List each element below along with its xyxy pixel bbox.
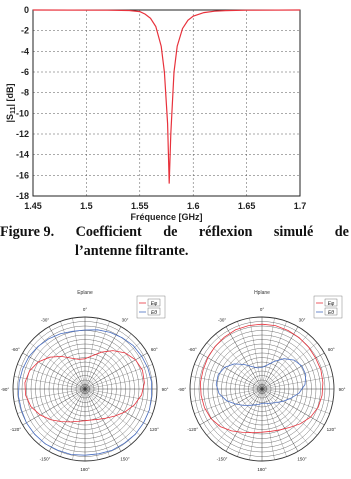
polar-angle-label: 60°	[327, 347, 335, 352]
caption-word: Coefficient	[75, 224, 142, 240]
polar-spoke	[194, 364, 262, 389]
polar-spoke	[262, 343, 317, 389]
polar-angle-label: 0°	[259, 307, 265, 312]
polar-spoke	[237, 389, 262, 457]
caption-word: simulé	[273, 224, 314, 240]
y-tick-label: 0	[23, 5, 29, 15]
caption-word: réflexion	[198, 224, 253, 240]
y-tick-label: -14	[15, 149, 29, 160]
polar-legend-label: Eθ	[150, 310, 158, 316]
x-tick-label: 1.7	[293, 201, 307, 211]
caption-line-1	[0, 223, 351, 242]
y-tick-label: -6	[20, 67, 29, 77]
polar-series-curve	[200, 324, 323, 433]
polar-spoke	[60, 389, 85, 457]
y-tick-label: -16	[15, 170, 29, 181]
polar-spoke	[262, 364, 330, 389]
x-tick-label: 1.6	[186, 201, 200, 211]
polar-spoke	[17, 389, 85, 414]
x-axis-label: Fréquence [GHz]	[130, 212, 203, 222]
polar-title: Eplane	[77, 290, 93, 296]
y-tick-label: -12	[15, 129, 29, 139]
polar-angle-label: 60°	[150, 347, 158, 352]
polar-spoke	[262, 389, 317, 435]
s11-chart	[0, 0, 351, 222]
polar-angle-label: 30°	[121, 317, 129, 323]
polar-angle-label: -60°	[11, 347, 20, 352]
polar-series-curve	[216, 359, 306, 406]
polar-spoke	[262, 389, 330, 414]
caption-word: Figure 9.	[0, 224, 55, 240]
polar-angle-label: 90°	[338, 387, 346, 392]
polar-angle-label: 120°	[326, 427, 336, 432]
polar-spoke	[85, 364, 153, 389]
y-tick-label: -10	[15, 108, 29, 119]
polar-spoke	[207, 389, 262, 435]
polar-angle-label: 180°	[257, 467, 267, 472]
polar-angle-label: 180°	[80, 467, 90, 472]
polar-spoke	[85, 389, 140, 435]
y-axis-label: $|S_{11}|$ [dB]	[5, 83, 17, 123]
y-tick-label: -8	[20, 87, 29, 98]
caption-word: de	[163, 224, 178, 240]
polar-spoke	[30, 389, 85, 435]
polar-spoke	[39, 334, 85, 389]
polar-angle-label: -150°	[216, 456, 228, 462]
caption-line-2: l’antenne filtrante.	[75, 243, 189, 259]
polar-angle-label: 150°	[120, 456, 130, 462]
x-tick-label: 1.65	[237, 201, 256, 211]
polar-spoke	[262, 389, 287, 457]
polar-spoke	[262, 321, 287, 389]
x-tick-label: 1.55	[131, 201, 149, 211]
polar-angle-label: 150°	[297, 456, 307, 462]
polar-angle-label: -30°	[217, 317, 227, 323]
polar-plot-hplane	[178, 284, 350, 476]
y-tick-label: -2	[20, 25, 29, 36]
polar-angle-label: -120°	[10, 427, 22, 432]
polar-spoke	[262, 389, 308, 444]
polar-angle-label: -90°	[1, 387, 10, 392]
polar-angle-label: -150°	[39, 456, 51, 462]
polar-spoke	[30, 343, 85, 389]
polar-spoke	[237, 321, 262, 389]
polar-angle-label: 90°	[161, 387, 169, 392]
x-tick-label: 1.5	[80, 201, 93, 211]
polar-plot-eplane	[1, 284, 173, 476]
polar-legend-label: Eθ	[327, 310, 335, 316]
polar-title: Hplane	[254, 290, 270, 296]
polar-spoke	[216, 334, 262, 389]
s11-curve	[33, 10, 300, 184]
polar-spoke	[85, 389, 110, 457]
polar-spoke	[85, 343, 140, 389]
figure-caption	[0, 223, 351, 261]
polar-spoke	[262, 334, 308, 389]
polar-spoke	[39, 389, 85, 444]
polar-spoke	[207, 343, 262, 389]
polar-angle-label: -90°	[178, 387, 187, 392]
y-tick-label: -18	[15, 191, 29, 201]
polar-angle-label: -120°	[187, 427, 199, 432]
polar-angle-label: 0°	[82, 307, 88, 312]
caption-word: de	[334, 224, 349, 240]
polar-angle-label: -30°	[40, 317, 50, 323]
polar-angle-label: -60°	[188, 347, 197, 352]
polar-legend-label: Eφ	[327, 301, 335, 307]
polar-angle-label: 30°	[298, 317, 306, 323]
polar-spoke	[85, 334, 131, 389]
x-tick-label: 1.45	[24, 201, 42, 211]
y-tick-label: -4	[20, 46, 29, 57]
polar-spoke	[85, 389, 131, 444]
polar-angle-label: 120°	[149, 427, 159, 432]
polar-legend-label: Eφ	[150, 301, 158, 307]
polar-series-curve	[25, 351, 144, 422]
